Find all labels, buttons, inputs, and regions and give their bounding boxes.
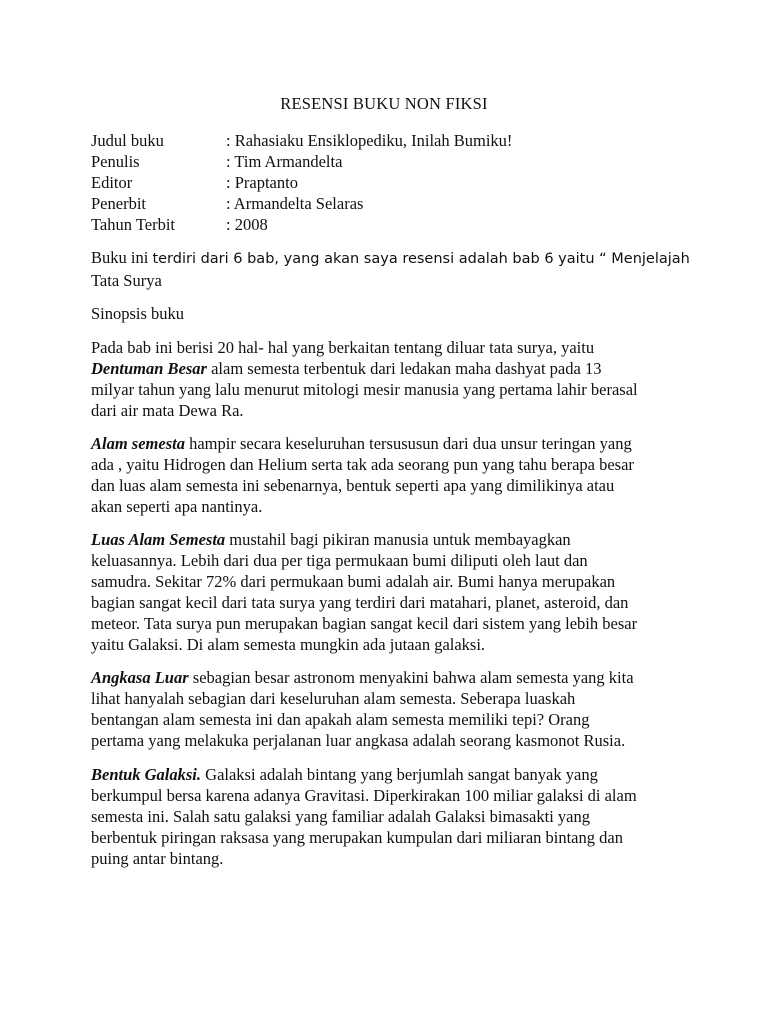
paragraph-text: akan seperti apa nantinya. [91, 497, 263, 516]
paragraph-term: Luas Alam Semesta [91, 530, 226, 549]
metadata-row-tahun [91, 214, 512, 235]
metadata-value: : 2008 [226, 215, 268, 234]
paragraph-text: hampir secara keseluruhan tersususun dari dua unsur teringan yang [184, 434, 632, 453]
intro-text-tail: Tata Surya [91, 271, 162, 290]
metadata-label: Tahun Terbit [91, 215, 175, 234]
paragraph-term: Bentuk Galaksi. [91, 765, 202, 784]
paragraph-text: puing antar bintang. [91, 849, 224, 868]
paragraph-term: Dentuman Besar [91, 359, 207, 378]
synopsis-heading: Sinopsis buku [91, 304, 185, 323]
metadata-label: Editor [91, 173, 133, 192]
paragraph-text: bagian sangat kecil dari tata surya yang terdiri dari matahari, planet, asteroid, dan [91, 593, 629, 612]
paragraph-alam-semesta [91, 433, 691, 517]
metadata-row-penulis [91, 151, 512, 172]
paragraph-text: berkumpul bersa karena adanya Gravitasi. Diperkirakan 100 miliar galaksi di alam [91, 786, 637, 805]
paragraph-text: bentangan alam semesta ini dan apakah alam semesta memiliki tepi? Orang [91, 710, 590, 729]
metadata-label: Penulis [91, 152, 140, 171]
paragraph-text: sebagian besar astronom menyakini bahwa alam semesta yang kita [188, 668, 634, 687]
metadata-row-editor [91, 172, 512, 193]
book-metadata [91, 130, 512, 235]
metadata-value: : Tim Armandelta [226, 152, 343, 171]
paragraph-text: berbentuk piringan raksasa yang merupakan kumpulan dari miliaran bintang dan [91, 828, 623, 847]
paragraph-text: lihat hanyalah sebagian dari keseluruhan alam semesta. Seberapa luaskah [91, 689, 576, 708]
metadata-label: Judul buku [91, 131, 164, 150]
paragraph-text: yaitu Galaksi. Di alam semesta mungkin ada jutaan galaksi. [91, 635, 486, 654]
paragraph-text: pertama yang melakuka perjalanan luar angkasa adalah seorang kasmonot Rusia. [91, 731, 626, 750]
paragraph-text: milyar tahun yang lalu menurut mitologi mesir manusia yang pertama lahir berasal [91, 380, 638, 399]
paragraph-dentuman-besar [91, 337, 691, 421]
intro-text-bold: terdiri dari 6 bab, yang akan saya resensi adalah bab 6 yaitu “ Menjelajah [152, 251, 690, 267]
paragraph-lead: Pada bab ini berisi 20 hal- hal yang berkaitan tentang diluar tata surya, yaitu [91, 338, 595, 357]
paragraph-text: meteor. Tata surya pun merupakan bagian sangat kecil dari sistem yang lebih besar [91, 614, 638, 633]
paragraph-term: Alam semesta [91, 434, 185, 453]
paragraph-text: Galaksi adalah bintang yang berjumlah sangat banyak yang [201, 765, 598, 784]
metadata-value: : Armandelta Selaras [226, 194, 364, 213]
metadata-label: Penerbit [91, 194, 146, 213]
paragraph-text: semesta ini. Salah satu galaksi yang familiar adalah Galaksi bimasakti yang [91, 807, 590, 826]
paragraph-bentuk-galaksi [91, 764, 691, 869]
metadata-row-penerbit [91, 193, 512, 214]
metadata-row-judul [91, 130, 512, 151]
paragraph-text: samudra. Sekitar 72% dari permukaan bumi adalah air. Bumi hanya merupakan [91, 572, 616, 591]
intro-text-plain: Buku ini [91, 248, 153, 267]
metadata-value: : Praptanto [226, 173, 298, 192]
document-title: RESENSI BUKU NON FIKSI [280, 94, 488, 113]
paragraph-text: mustahil bagi pikiran manusia untuk membayagkan [225, 530, 571, 549]
paragraph-text: ada , yaitu Hidrogen dan Helium serta tak ada seorang pun yang tahu berapa besar [91, 455, 634, 474]
paragraph-angkasa-luar [91, 667, 691, 751]
paragraph-luas-alam-semesta [91, 529, 691, 655]
paragraph-text: dan luas alam semesta ini sebenarnya, bentuk seperti apa yang dimilikinya atau [91, 476, 615, 495]
paragraph-term: Angkasa Luar [91, 668, 189, 687]
paragraph-text: alam semesta terbentuk dari ledakan maha dashyat pada 13 [206, 359, 602, 378]
intro-paragraph [91, 247, 691, 291]
paragraph-text: keluasannya. Lebih dari dua per tiga permukaan bumi diliputi oleh laut dan [91, 551, 588, 570]
metadata-value: : Rahasiaku Ensiklopediku, Inilah Bumiku! [226, 131, 513, 150]
paragraph-text: dari air mata Dewa Ra. [91, 401, 244, 420]
